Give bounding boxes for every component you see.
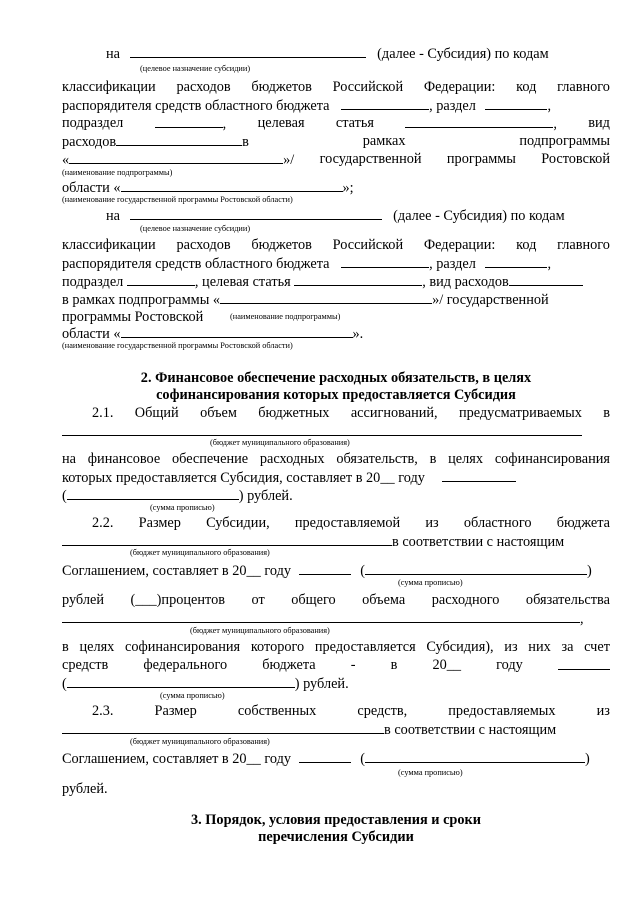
b1-subprogram-blank[interactable] bbox=[69, 150, 283, 164]
p23-caption-budget: (бюджет муниципального образования) bbox=[130, 737, 270, 746]
b1-caption-program: (наименование государственной программы Ростовской области) bbox=[62, 195, 293, 204]
b1-caption-subprogram: (наименование подпрограммы) bbox=[62, 168, 173, 177]
b2-line1: на (далее - Субсидия) по кодам bbox=[106, 208, 565, 224]
p22-line2: в соответствии с настоящим bbox=[62, 532, 610, 551]
b2-line3: распорядителя средств областного бюджета , раздел , bbox=[62, 256, 552, 272]
b1-program-blank[interactable] bbox=[121, 178, 343, 192]
b1-line2: классификации расходов бюджетов Российской Федерации: код главного bbox=[62, 79, 610, 95]
p22-caption-sum: (сумма прописью) bbox=[398, 578, 463, 587]
p23-amount-blank[interactable] bbox=[299, 749, 351, 763]
p23-line3: Соглашением, составляет в 20__ году ( ) bbox=[62, 751, 590, 767]
b1-admin-code-blank[interactable] bbox=[341, 96, 429, 110]
p22-obligation-blank[interactable] bbox=[62, 609, 580, 623]
b2-line5: в рамках подпрограммы « »/ государственной bbox=[62, 292, 549, 308]
b2-program-blank[interactable] bbox=[121, 324, 353, 338]
p21-budget-blank[interactable] bbox=[62, 422, 582, 436]
b2-section-blank[interactable] bbox=[485, 254, 547, 268]
p22-caption-budget-2: (бюджет муниципального образования) bbox=[190, 626, 330, 635]
section2-heading-line2: софинансирования которых предоставляется Субсидия bbox=[156, 387, 516, 403]
p21-caption-sum: (сумма прописью) bbox=[150, 503, 215, 512]
b2-line2: классификации расходов бюджетов Российской Федерации: код главного bbox=[62, 237, 610, 253]
section2-heading-line1: 2. Финансовое обеспечение расходных обязательств, в целях bbox=[140, 370, 532, 386]
p22-budget-blank[interactable] bbox=[62, 532, 392, 546]
b2-caption-program: (наименование государственной программы Ростовской области) bbox=[62, 341, 293, 350]
b2-line7: области « ». bbox=[62, 326, 364, 342]
b1-section-blank[interactable] bbox=[485, 96, 547, 110]
p22-amount-words-blank[interactable] bbox=[365, 561, 587, 575]
b2-subprogram-blank[interactable] bbox=[220, 290, 432, 304]
p23-caption-sum: (сумма прописью) bbox=[398, 768, 463, 777]
b1-purpose-blank[interactable] bbox=[130, 44, 366, 58]
p23-amount-kopeks-blank[interactable] bbox=[551, 749, 585, 763]
b1-line3: распорядителя средств областного бюджета , раздел , bbox=[62, 98, 552, 114]
b1-subsection-blank[interactable] bbox=[155, 114, 223, 128]
section3-heading-line2: перечисления Субсидии bbox=[258, 829, 414, 845]
p22-federal-amount-blank[interactable] bbox=[558, 656, 610, 670]
b2-expense-type-blank[interactable] bbox=[509, 272, 583, 286]
p22-line1: 2.2. Размер Субсидии, предоставляемой из областного бюджета bbox=[92, 515, 610, 531]
p23-line2: в соответствии с настоящим bbox=[62, 720, 610, 739]
b1-line6: « »/ государственной программы Ростовской bbox=[62, 151, 610, 168]
b2-article-blank[interactable] bbox=[294, 272, 422, 286]
p23-amount-words-blank[interactable] bbox=[365, 749, 551, 763]
b2-line4: подраздел , целевая статья , вид расходов bbox=[62, 272, 610, 291]
p22-line6: в целях софинансирования которого предоставляется Субсидия), из них за счет bbox=[62, 639, 610, 655]
section3-heading-line1: 3. Порядок, условия предоставления и сроки bbox=[191, 812, 481, 828]
p22-line7: средств федерального бюджета - в 20__ году bbox=[62, 656, 610, 674]
b1-expense-type-blank[interactable] bbox=[116, 132, 242, 146]
p21-line5: ( ) рублей. bbox=[62, 488, 293, 504]
b2-admin-code-blank[interactable] bbox=[341, 254, 429, 268]
p21-amount-blank[interactable] bbox=[442, 468, 516, 482]
p22-amount-blank[interactable] bbox=[299, 561, 351, 575]
b1-line7: области « »; bbox=[62, 180, 354, 196]
p22-line4: рублей (___)процентов от общего объема расходного обязательства bbox=[62, 592, 610, 608]
p21-caption-budget: (бюджет муниципального образования) bbox=[210, 438, 350, 447]
p21-line3: на финансовое обеспечение расходных обязательств, в целях софинансирования bbox=[62, 451, 610, 467]
p22-caption-budget: (бюджет муниципального образования) bbox=[130, 548, 270, 557]
p21-line1: 2.1. Общий объем бюджетных ассигнований, предусматриваемых в bbox=[92, 405, 610, 421]
p23-line4: рублей. bbox=[62, 781, 108, 797]
b2-line6: программы Ростовской bbox=[62, 309, 204, 325]
b1-line1: на (далее - Субсидия) по кодам bbox=[106, 46, 549, 62]
p22-line8: ( ) рублей. bbox=[62, 676, 349, 692]
b1-caption-purpose: (целевое назначение субсидии) bbox=[140, 64, 251, 73]
b1-line4: подраздел , целевая статья , вид bbox=[62, 115, 610, 132]
p21-amount-words-blank[interactable] bbox=[67, 486, 239, 500]
p23-budget-blank[interactable] bbox=[62, 720, 384, 734]
p22-line5: , bbox=[62, 609, 610, 628]
b1-article-blank[interactable] bbox=[405, 114, 553, 128]
p22-caption-sum-2: (сумма прописью) bbox=[160, 691, 225, 700]
p21-line4: которых предоставляется Субсидия, составляет в 20__ году bbox=[62, 468, 610, 487]
p22-federal-words-blank[interactable] bbox=[67, 674, 295, 688]
b2-caption-subprogram: (наименование подпрограммы) bbox=[230, 312, 341, 321]
b1-line5: расходов в рамках подпрограммы bbox=[62, 133, 610, 150]
b2-caption-purpose: (целевое назначение субсидии) bbox=[140, 224, 251, 233]
p22-line3: Соглашением, составляет в 20__ году ( ) bbox=[62, 563, 592, 579]
p23-line1: 2.3. Размер собственных средств, предоставляемых из bbox=[92, 703, 610, 719]
b2-subsection-blank[interactable] bbox=[127, 272, 195, 286]
b2-purpose-blank[interactable] bbox=[130, 206, 382, 220]
